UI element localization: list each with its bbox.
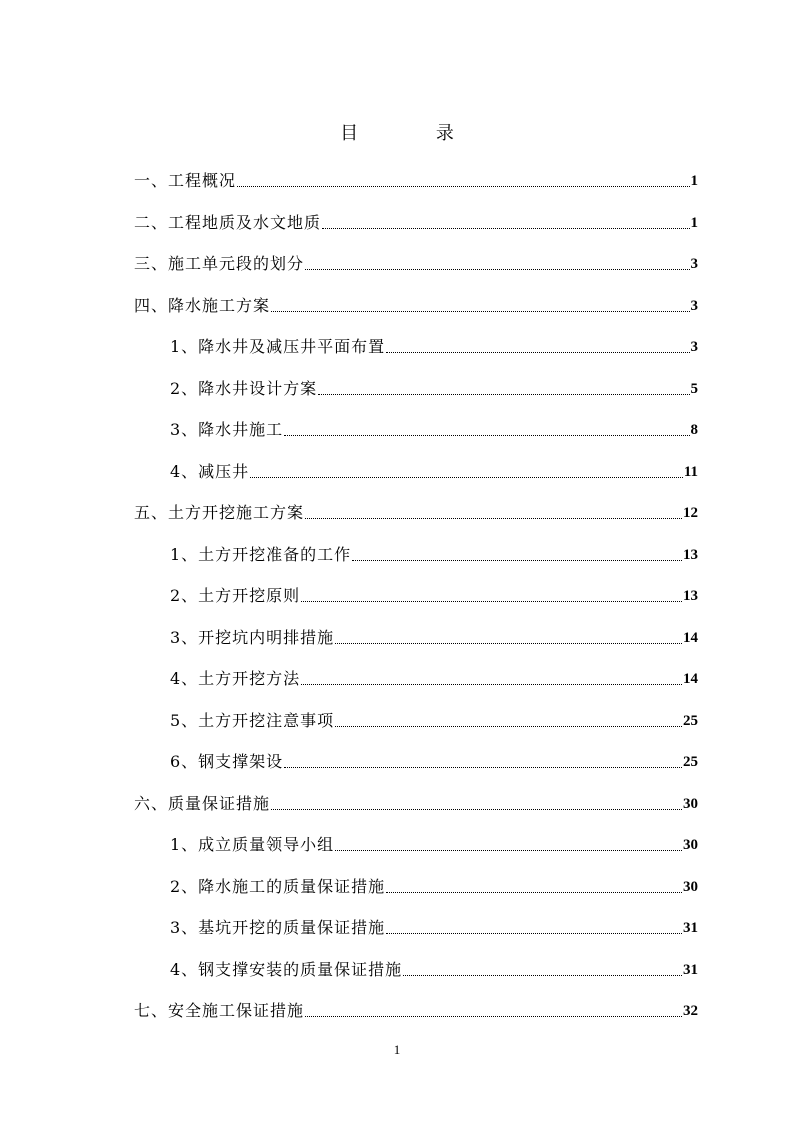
- toc-entry[interactable]: [134, 289, 698, 317]
- toc-entry[interactable]: [170, 828, 698, 856]
- toc-entry[interactable]: [170, 662, 698, 690]
- toc-leader-dots: [284, 419, 689, 441]
- toc-entry[interactable]: [170, 579, 698, 607]
- toc-entry[interactable]: [170, 704, 698, 732]
- toc-entry[interactable]: [170, 413, 698, 441]
- toc-leader-dots: [301, 668, 682, 690]
- toc-entry-page: 1: [690, 173, 698, 189]
- toc-entry-page: 30: [683, 878, 698, 895]
- toc-entry-page: 1: [690, 214, 698, 231]
- toc-entry-page: 14: [683, 671, 698, 687]
- toc-entry-page: 8: [690, 422, 698, 438]
- toc-entry-label: 2、降水施工的质量保证措施: [170, 876, 386, 896]
- toc-entry-label: 1、降水井及减压井平面布置: [170, 337, 386, 356]
- title-char-2: 录: [435, 123, 454, 144]
- toc-entry[interactable]: [134, 164, 698, 192]
- page-number: 1: [393, 1042, 401, 1057]
- toc-leader-dots: [271, 295, 689, 317]
- toc-entry-page: 14: [683, 629, 698, 646]
- toc-entry-page: 30: [683, 795, 698, 812]
- title-char-1: 目: [340, 123, 359, 144]
- toc-entry-label: 3、基坑开挖的质量保证措施: [170, 918, 386, 937]
- toc-entry-label: 七、安全施工保证措施: [134, 1001, 305, 1020]
- toc-entry-label: 3、开挖坑内明排措施: [170, 627, 335, 647]
- toc-entry[interactable]: [170, 330, 698, 358]
- toc-leader-dots: [305, 1000, 682, 1022]
- toc-entry-label: 2、降水井设计方案: [170, 378, 318, 398]
- toc-entry-page: 3: [690, 256, 698, 272]
- toc-leader-dots: [318, 378, 689, 400]
- toc-entry-label: 4、钢支撑安装的质量保证措施: [170, 959, 403, 979]
- toc-entry-page: 5: [690, 380, 698, 397]
- toc-leader-dots: [335, 710, 682, 732]
- toc-leader-dots: [403, 959, 682, 981]
- toc-leader-dots: [352, 544, 682, 566]
- toc-entry-label: 六、质量保证措施: [134, 793, 271, 813]
- toc-entry[interactable]: [170, 621, 698, 649]
- toc-entry[interactable]: [170, 953, 698, 981]
- toc-entry-label: 4、减压井: [170, 461, 250, 481]
- toc-leader-dots: [237, 170, 689, 192]
- toc-entry-page: 31: [683, 961, 698, 978]
- toc-entry-label: 5、土方开挖注意事项: [170, 710, 335, 730]
- toc-entry-page: 11: [683, 463, 698, 480]
- toc-entry[interactable]: [134, 787, 698, 815]
- toc-entry-page: 25: [683, 712, 698, 729]
- toc-leader-dots: [301, 585, 682, 607]
- toc-entry-page: 31: [683, 920, 698, 936]
- toc-leader-dots: [386, 917, 682, 939]
- page-title: [0, 122, 794, 146]
- toc-entry-page: 3: [690, 297, 698, 314]
- toc-leader-dots: [271, 793, 682, 815]
- toc-entry[interactable]: [170, 870, 698, 898]
- toc-entry-page: 3: [690, 339, 698, 355]
- toc-entry-label: 一、工程概况: [134, 171, 237, 190]
- toc-entry[interactable]: [170, 911, 698, 939]
- toc-entry-label: 1、土方开挖准备的工作: [170, 544, 352, 564]
- toc-entry[interactable]: [134, 247, 698, 275]
- toc-entry-label: 五、土方开挖施工方案: [134, 503, 305, 522]
- toc-leader-dots: [335, 834, 682, 856]
- toc-entry-page: 13: [683, 588, 698, 604]
- toc-leader-dots: [386, 876, 682, 898]
- toc-entry[interactable]: [170, 372, 698, 400]
- toc-entry[interactable]: [134, 994, 698, 1022]
- toc-entry-page: 12: [683, 505, 698, 521]
- toc-entry[interactable]: [170, 745, 698, 773]
- toc-entry[interactable]: [170, 455, 698, 483]
- toc-entry-label: 3、降水井施工: [170, 420, 284, 439]
- toc-leader-dots: [305, 502, 682, 524]
- toc-leader-dots: [386, 336, 689, 358]
- toc-entry-page: 13: [683, 546, 698, 563]
- toc-entry-label: 二、工程地质及水文地质: [134, 212, 322, 232]
- toc-entry[interactable]: [134, 206, 698, 234]
- toc-leader-dots: [322, 212, 689, 234]
- toc-entry-page: 32: [683, 1003, 698, 1019]
- toc-entry[interactable]: [134, 496, 698, 524]
- toc-entry-label: 2、土方开挖原则: [170, 586, 301, 605]
- toc-leader-dots: [335, 627, 682, 649]
- toc-entry-label: 三、施工单元段的划分: [134, 254, 305, 273]
- toc-entry-label: 6、钢支撑架设: [170, 752, 284, 771]
- toc-entry[interactable]: [170, 538, 698, 566]
- toc-entry-label: 1、成立质量领导小组: [170, 835, 335, 854]
- toc-leader-dots: [284, 751, 682, 773]
- toc-leader-dots: [250, 461, 683, 483]
- toc-entry-page: 25: [683, 754, 698, 770]
- toc-entry-label: 四、降水施工方案: [134, 295, 271, 315]
- toc-leader-dots: [305, 253, 689, 275]
- toc-entry-label: 4、土方开挖方法: [170, 669, 301, 688]
- toc-entry-page: 30: [683, 837, 698, 853]
